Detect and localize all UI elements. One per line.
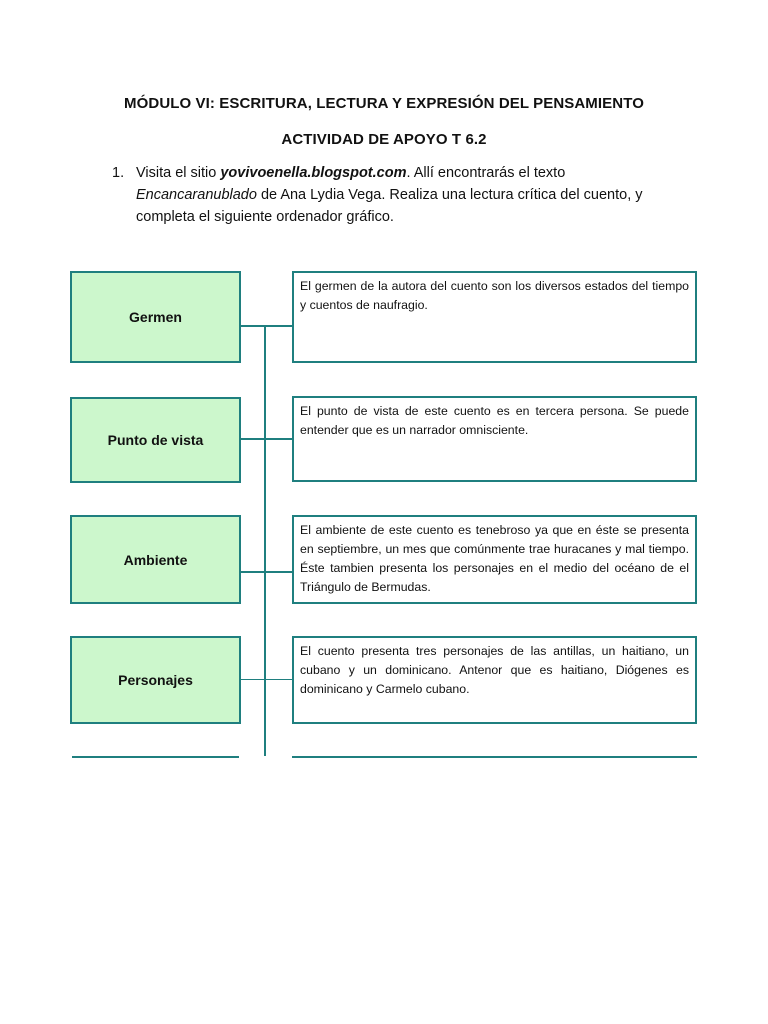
- bottom-rule-right: [292, 756, 697, 758]
- instruction-text: [136, 162, 672, 228]
- bottom-rule-left: [72, 756, 239, 758]
- connector-punto-de-vista: [239, 438, 292, 440]
- desc-punto-de-vista: El punto de vista de este cuento es en tercera persona. Se puede entender que es un narrador omnisciente.: [300, 404, 689, 437]
- instruction-item: [112, 162, 672, 228]
- label-punto-de-vista: Punto de vista: [107, 432, 204, 448]
- desc-box-personajes: [292, 636, 697, 724]
- site-name: yovivoenella.blogspot.com: [220, 165, 407, 181]
- connector-germen: [239, 325, 292, 327]
- desc-ambiente: El ambiente de este cuento es tenebroso ya que en éste se presenta en septiembre, un mes que comúnmente trae huracanes y mal tiempo. Éste tambien presenta los personajes en el medio del océano de el Triángulo de Bermudas.: [300, 523, 689, 594]
- connector-ambiente: [239, 571, 292, 573]
- label-box-germen: [70, 271, 241, 363]
- desc-box-ambiente: [292, 515, 697, 604]
- label-box-ambiente: [70, 515, 241, 604]
- instruction-part1: Visita el sitio: [136, 165, 221, 181]
- activity-subtitle: ACTIVIDAD DE APOYO T 6.2: [281, 131, 487, 148]
- desc-personajes: El cuento presenta tres personajes de las antillas, un haitiano, un cubano y un dominicano. Antenor que es haitiano, Diógenes es dominicano y Carmelo cubano.: [300, 644, 689, 696]
- label-box-personajes: [70, 636, 241, 724]
- instruction-part2: . Allí encontrarás el texto: [406, 165, 566, 181]
- desc-box-punto-de-vista: [292, 396, 697, 482]
- instruction-part3: de Ana Lydia Vega. Realiza una lectura crítica del cuento, y completa el siguiente ordenador gráfico.: [136, 187, 643, 225]
- instruction-number: 1.: [112, 165, 125, 181]
- module-title: MÓDULO VI: ESCRITURA, LECTURA Y EXPRESIÓN DEL PENSAMIENTO: [124, 95, 644, 112]
- label-germen: Germen: [129, 309, 182, 325]
- book-title: Encancaranublado: [136, 187, 257, 203]
- label-personajes: Personajes: [118, 672, 193, 688]
- desc-box-germen: [292, 271, 697, 363]
- desc-germen: El germen de la autora del cuento son los diversos estados del tiempo y cuentos de naufragio.: [300, 279, 689, 312]
- label-box-punto-de-vista: [70, 397, 241, 483]
- connector-personajes: [239, 679, 292, 680]
- organizer-vertical-line: [264, 326, 266, 756]
- label-ambiente: Ambiente: [123, 551, 188, 568]
